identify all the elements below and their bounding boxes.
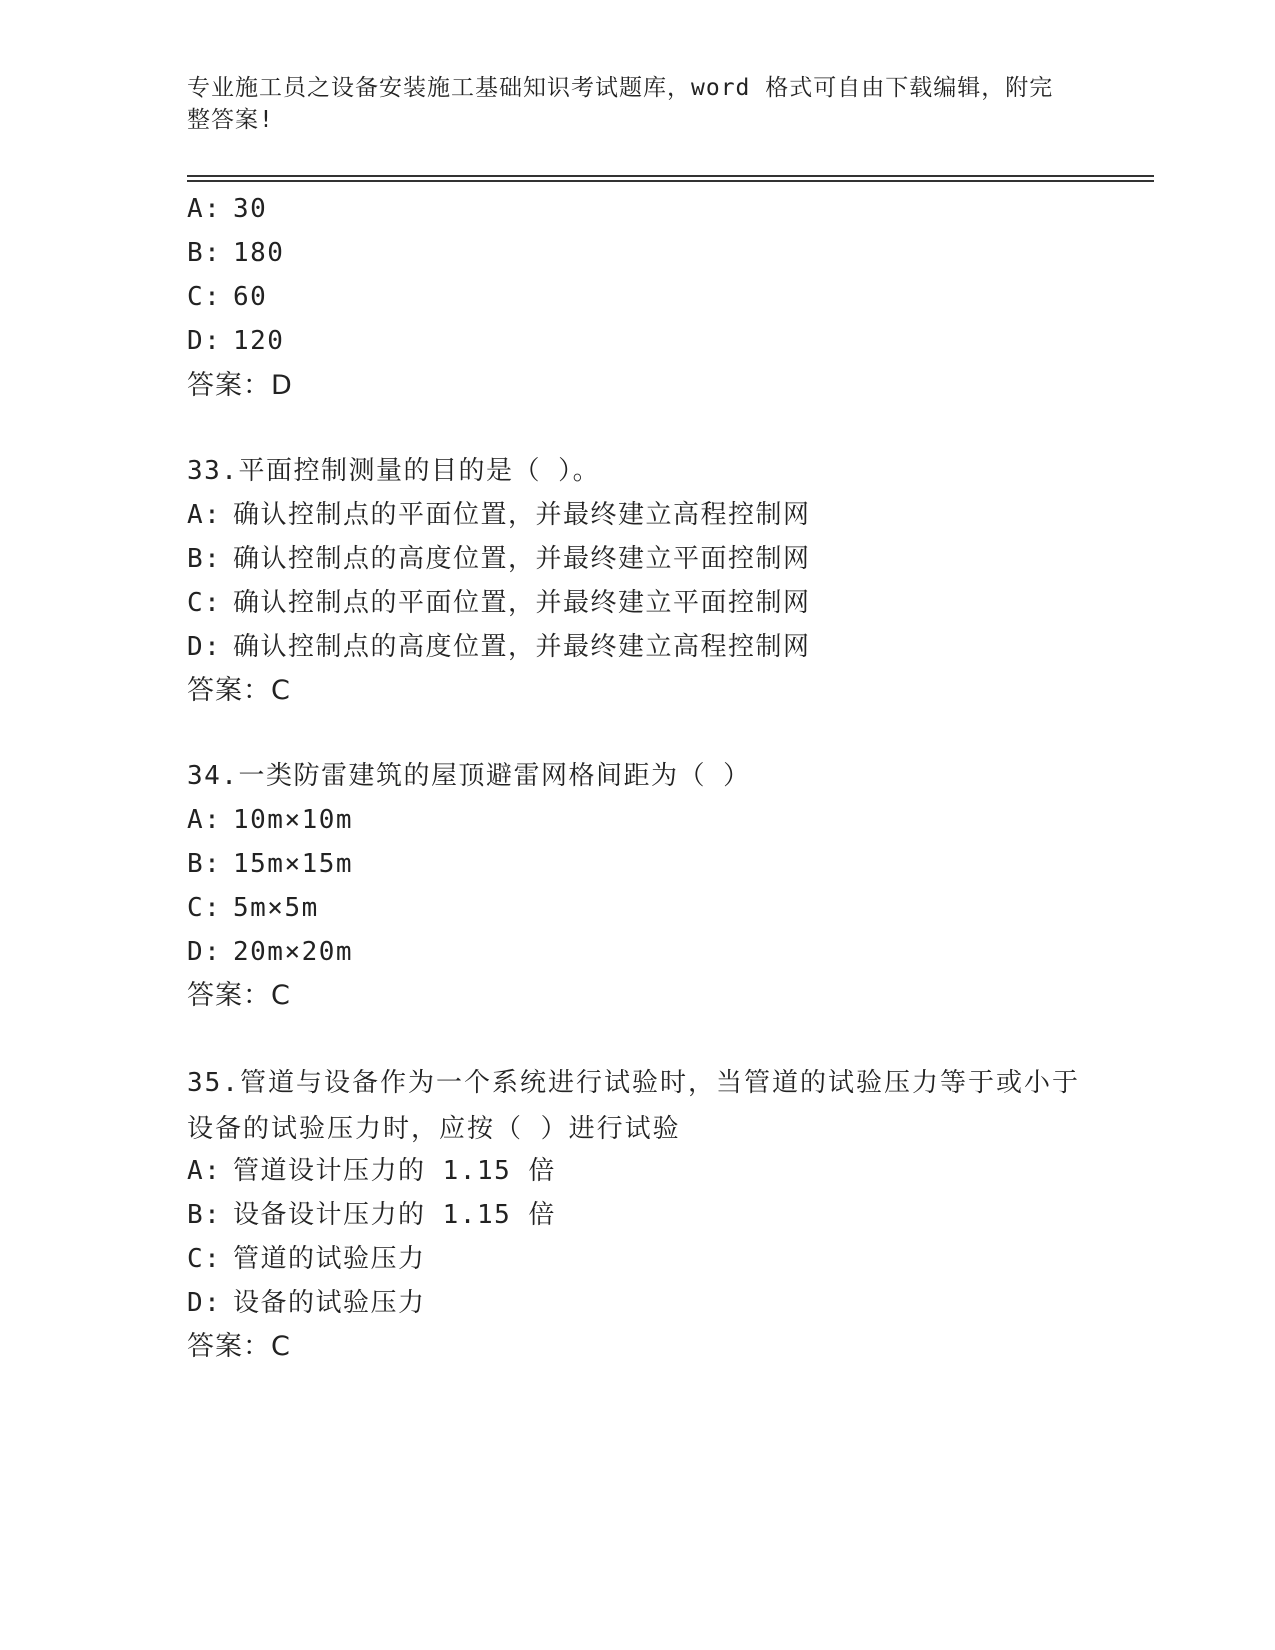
option-label: A: [187, 1156, 222, 1186]
option-label: D: [187, 1288, 222, 1318]
option-label: A: [187, 194, 222, 224]
option-label: C: [187, 282, 222, 312]
option-label: B: [187, 849, 222, 879]
option-label: A: [187, 805, 222, 835]
answer-line: 答案：C [187, 980, 291, 1011]
option-c [187, 1242, 426, 1276]
question-33: 33.平面控制测量的目的是（ ）。 [187, 456, 601, 486]
option-label: B: [187, 1200, 222, 1230]
header-divider-bottom [187, 180, 1154, 182]
document-header: 专业施工员之设备安装施工基础知识考试题库，word 格式可自由下载编辑，附完整答案! [187, 75, 1054, 133]
option-text: 20m×20m [233, 937, 354, 967]
option-text: 确认控制点的高度位置，并最终建立高程控制网 [233, 632, 811, 662]
option-label: D: [187, 937, 222, 967]
option-d [187, 1286, 426, 1320]
option-text: 10m×10m [233, 805, 354, 835]
option-a [187, 192, 267, 226]
option-a [187, 803, 353, 837]
option-text: 5m×5m [233, 893, 319, 923]
answer-line: 答案：C [187, 1331, 291, 1362]
option-text: 60 [233, 282, 268, 312]
option-label: D: [187, 632, 222, 662]
header-divider-top [187, 175, 1154, 177]
option-label: C: [187, 893, 222, 923]
option-text: 设备设计压力的 1.15 倍 [233, 1200, 556, 1230]
option-label: C: [187, 1244, 222, 1274]
option-label: B: [187, 544, 222, 574]
option-text: 管道的试验压力 [233, 1244, 426, 1274]
option-b [187, 542, 811, 576]
answer-line: 答案：D [187, 370, 293, 401]
question-35: 35.管道与设备作为一个系统进行试验时，当管道的试验压力等于或小于设备的试验压力时，应按（ ）进行试验 [187, 1068, 1080, 1144]
option-a [187, 498, 811, 532]
option-text: 15m×15m [233, 849, 354, 879]
option-b [187, 1198, 556, 1232]
option-text: 120 [233, 326, 285, 356]
option-text: 管道设计压力的 1.15 倍 [233, 1156, 556, 1186]
option-d [187, 935, 353, 969]
option-c [187, 891, 319, 925]
option-text: 设备的试验压力 [233, 1288, 426, 1318]
option-a [187, 1154, 556, 1188]
option-text: 确认控制点的平面位置，并最终建立高程控制网 [233, 500, 811, 530]
answer-line: 答案：C [187, 675, 291, 706]
option-b [187, 236, 284, 270]
option-label: A: [187, 500, 222, 530]
option-d [187, 324, 284, 358]
option-c [187, 586, 811, 620]
option-d [187, 630, 811, 664]
option-text: 180 [233, 238, 285, 268]
option-label: B: [187, 238, 222, 268]
option-text: 确认控制点的高度位置，并最终建立平面控制网 [233, 544, 811, 574]
question-34: 34.一类防雷建筑的屋顶避雷网格间距为（ ） [187, 761, 751, 791]
option-label: D: [187, 326, 222, 356]
option-text: 确认控制点的平面位置，并最终建立平面控制网 [233, 588, 811, 618]
option-c [187, 280, 267, 314]
option-label: C: [187, 588, 222, 618]
option-text: 30 [233, 194, 268, 224]
option-b [187, 847, 353, 881]
